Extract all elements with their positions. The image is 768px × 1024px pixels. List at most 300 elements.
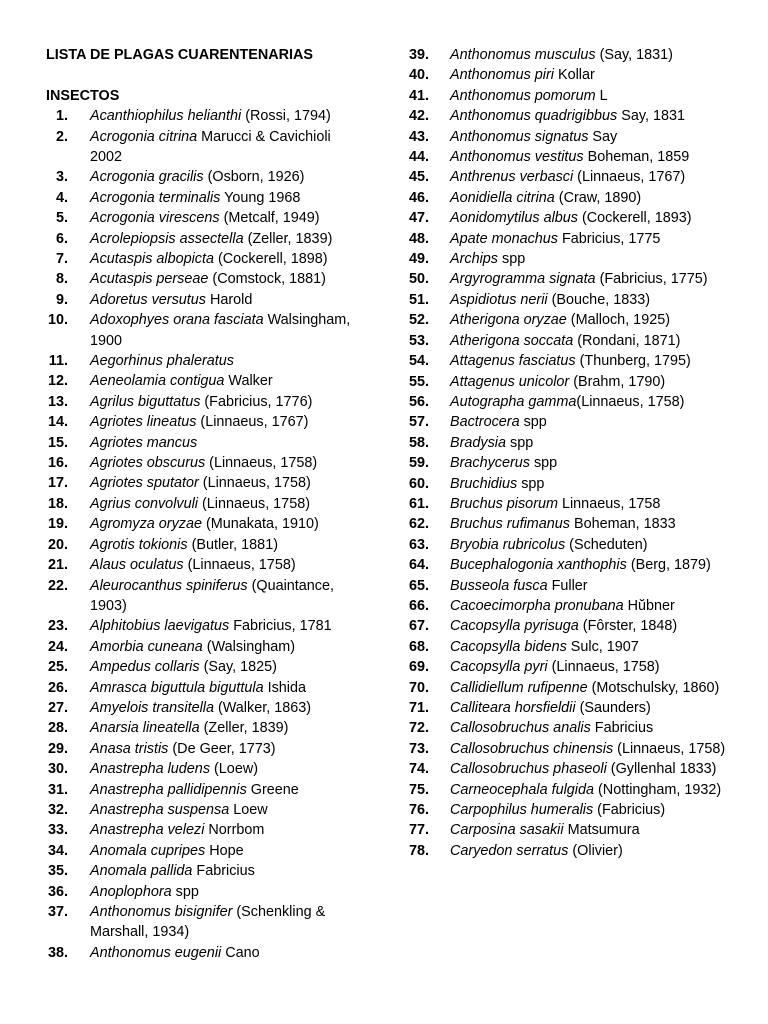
species-name: Agromyza oryzae [90, 516, 202, 533]
item-number: 60. [408, 475, 429, 492]
species-authority: Loew [229, 801, 268, 818]
item-number: 50. [408, 271, 429, 288]
list-item [46, 759, 364, 779]
species-name: Bruchidius [450, 475, 518, 492]
list-item [406, 637, 736, 657]
item-number: 28. [47, 720, 68, 737]
item-number: 53. [408, 332, 429, 349]
item-number: 7. [55, 251, 68, 268]
species-name: Apate monachus [450, 230, 559, 247]
item-number: 21. [47, 557, 68, 574]
species-name: Anthonomus piri [450, 67, 554, 84]
species-name: Aegorhinus phaleratus [90, 353, 235, 370]
species-name: Amyelois transitella [90, 699, 214, 716]
species-authority: Boheman, 1833 [569, 516, 676, 533]
species-authority: (Comstock, 1881) [208, 271, 326, 288]
species-name: Aonidiella citrina [450, 189, 555, 206]
list-item [46, 229, 364, 249]
species-name: Calliteara horsfieldii [450, 700, 576, 716]
species-name: Atherigona oryzae [450, 312, 567, 329]
species-authority: Matsumura [563, 822, 640, 839]
item-number: 44. [408, 149, 429, 166]
item-number: 24. [47, 638, 68, 655]
species-authority: spp [517, 475, 545, 492]
item-number: 15. [47, 434, 68, 451]
species-name: Bruchus pisorum [450, 495, 558, 512]
item-number: 49. [408, 251, 429, 268]
list-item [46, 535, 364, 555]
list-item [406, 616, 736, 636]
list-item [406, 433, 736, 453]
list-item [46, 453, 364, 473]
item-number: 18. [47, 495, 68, 512]
species-authority: (Bouche, 1833) [547, 291, 650, 308]
item-number: 77. [408, 822, 429, 839]
species-name: Anthonomus musculus [450, 47, 596, 63]
species-authority: Fabricius [590, 720, 654, 737]
species-authority: Linnaeus, 1758 [557, 495, 661, 512]
species-name: Aeneolamia contigua [90, 373, 225, 390]
list-item [46, 718, 364, 738]
species-name: Bactrocera [450, 414, 520, 431]
list-item [46, 127, 364, 168]
species-authority: (Fabricius, 1775) [595, 271, 708, 288]
item-number: 33. [47, 822, 68, 839]
item-number: 67. [408, 618, 429, 635]
species-name: Ampedus collaris [90, 659, 200, 676]
species-name: Anthrenus verbasci [450, 169, 574, 186]
species-authority: spp [529, 455, 558, 472]
species-name: Acrolepiopsis assectella [90, 230, 244, 247]
item-number: 36. [47, 883, 68, 900]
species-authority: (Walsingham) [202, 638, 296, 655]
list-item [406, 759, 736, 779]
species-authority: (Zeller, 1839) [243, 230, 333, 247]
item-number: 16. [47, 455, 68, 472]
species-name: Cacopsylla pyri [450, 659, 548, 676]
item-number: 6. [55, 230, 68, 247]
list-item [406, 86, 736, 106]
list-item [46, 820, 364, 840]
item-number: 47. [408, 210, 429, 227]
species-name: Attagenus fasciatus [450, 353, 576, 370]
species-authority: (Rossi, 1794) [241, 108, 331, 125]
species-name: Acanthiophilus helianthi [90, 108, 242, 125]
species-name: Cacoecimorpha pronubana [450, 597, 624, 614]
list-item [406, 453, 736, 473]
list-item [406, 65, 736, 85]
species-authority: (Zeller, 1839) [199, 720, 289, 737]
item-number: 72. [408, 720, 429, 737]
item-number: 75. [408, 781, 429, 798]
species-authority: (Cockerell, 1893) [577, 210, 692, 227]
item-number: 35. [47, 863, 68, 880]
species-name: Anomala pallida [90, 863, 193, 880]
species-authority: Hope [205, 842, 244, 859]
item-number: 63. [408, 536, 429, 553]
species-authority: Sulc, 1907 [566, 638, 639, 655]
species-name: Callosobruchus phaseoli [450, 761, 607, 778]
species-authority: (Loew) [210, 761, 259, 778]
list-item [406, 820, 736, 840]
item-number: 34. [47, 842, 68, 859]
species-name: Acrogonia citrina [90, 128, 198, 145]
species-authority: Norrbom [204, 822, 265, 839]
list-item [46, 739, 364, 759]
item-number: 20. [47, 536, 68, 553]
item-number: 73. [408, 740, 429, 757]
list-item [46, 882, 364, 902]
list-item [46, 657, 364, 677]
list-item [406, 657, 736, 677]
list-item [406, 576, 736, 596]
species-authority: (Linnaeus, 1758) [576, 393, 685, 410]
species-name: Carpophilus humeralis [450, 802, 594, 819]
species-authority: Hŭbner [623, 597, 675, 614]
list-item [406, 331, 736, 351]
species-name: Agrilus biguttatus [90, 393, 201, 410]
list-item [406, 45, 736, 65]
list-item [46, 310, 364, 351]
pest-list-right [406, 45, 736, 861]
pest-list-left [46, 106, 364, 963]
list-item [406, 249, 736, 269]
item-number: 78. [408, 842, 429, 859]
species-name: Cacopsylla pyrisuga [450, 618, 579, 635]
species-authority: Greene [246, 781, 299, 798]
list-item [406, 269, 736, 289]
species-authority: (Quaintance, 1903) [90, 577, 334, 614]
species-name: Adoxophyes orana fasciata [90, 312, 264, 329]
species-authority: spp [498, 251, 526, 268]
species-authority: (Linnaeus, 1758) [183, 557, 296, 574]
species-name: Anoplophora [90, 883, 172, 900]
species-authority: Fuller [547, 577, 588, 594]
section-heading-insectos: INSECTOS [46, 87, 120, 104]
species-authority: (Butler, 1881) [187, 536, 278, 553]
item-number: 70. [408, 679, 429, 696]
species-authority: Cano [221, 944, 260, 961]
list-item [46, 188, 364, 208]
document-title: LISTA DE PLAGAS CUARENTENARIAS [46, 47, 314, 63]
species-authority: Kollar [554, 67, 595, 84]
item-number: 57. [408, 414, 429, 431]
item-number: 61. [408, 495, 429, 512]
item-number: 23. [47, 618, 68, 635]
species-authority: (Fabricius) [593, 802, 666, 819]
species-name: Anastrepha velezi [90, 822, 205, 839]
species-authority: (Metcalf, 1949) [219, 210, 320, 227]
species-name: Bucephalogonia xanthophis [450, 557, 627, 574]
list-item [406, 780, 736, 800]
item-number: 27. [47, 699, 68, 716]
species-name: Aonidomytilus albus [450, 210, 578, 227]
species-authority: Young 1968 [220, 189, 301, 206]
species-authority: Marucci & Cavichioli 2002 [90, 128, 331, 165]
list-item [46, 249, 364, 269]
species-name: Argyrogramma signata [450, 271, 596, 288]
list-item [46, 514, 364, 534]
item-number: 4. [55, 189, 68, 206]
species-authority: (Linnaeus, 1758) [197, 495, 310, 512]
species-authority: spp [506, 434, 534, 451]
species-name: Anastrepha ludens [90, 761, 211, 778]
species-name: Attagenus unicolor [450, 373, 570, 390]
species-authority: (Malloch, 1925) [566, 312, 670, 329]
list-item [406, 698, 736, 718]
list-item [406, 372, 736, 392]
species-authority: (Linnaeus, 1758) [613, 740, 726, 757]
species-name: Anthonomus vestitus [450, 149, 584, 166]
list-item [406, 596, 736, 616]
species-authority: (Fôrster, 1848) [578, 618, 678, 635]
item-number: 62. [408, 516, 429, 533]
item-number: 71. [408, 700, 429, 716]
species-name: Agriotes lineatus [90, 414, 197, 431]
species-name: Cacopsylla bidens [450, 638, 567, 655]
item-number: 65. [408, 577, 429, 594]
species-name: Agriotes sputator [90, 475, 199, 492]
species-authority: (Cockerell, 1898) [214, 251, 328, 268]
species-authority: (Brahm, 1790) [569, 373, 666, 390]
species-authority: Say, 1831 [617, 108, 685, 125]
list-item [46, 433, 364, 453]
species-authority: (Munakata, 1910) [201, 516, 319, 533]
species-name: Callidiellum rufipenne [450, 679, 588, 696]
list-item [406, 841, 736, 861]
list-item [406, 188, 736, 208]
species-name: Aleurocanthus spiniferus [90, 577, 248, 594]
species-authority: Fabricius [192, 863, 255, 880]
item-number: 31. [47, 781, 68, 798]
list-item [46, 371, 364, 391]
list-item [406, 412, 736, 432]
list-item [46, 678, 364, 698]
list-item [406, 310, 736, 330]
species-authority: Walker [224, 373, 273, 390]
list-item [406, 392, 736, 412]
species-authority: Fabricius, 1781 [229, 618, 332, 635]
item-number: 11. [48, 353, 68, 370]
species-authority: (Linnaeus, 1758) [198, 475, 311, 492]
species-authority: L [595, 87, 608, 104]
list-item [406, 514, 736, 534]
species-name: Anthonomus signatus [450, 128, 589, 145]
list-item [406, 106, 736, 126]
species-authority: (Walker, 1863) [213, 699, 312, 716]
item-number: 37. [47, 904, 68, 921]
species-authority: (Say, 1825) [199, 659, 277, 676]
list-item [406, 494, 736, 514]
species-name: Agrius convolvuli [90, 495, 198, 512]
species-authority: Fabricius, 1775 [558, 230, 661, 247]
species-name: Aspidiotus nerii [450, 291, 548, 308]
item-number: 66. [408, 597, 429, 614]
species-name: Anomala cupripes [90, 842, 206, 859]
species-authority: spp [171, 883, 199, 900]
species-name: Anthonomus bisignifer [90, 904, 233, 921]
item-number: 69. [408, 659, 429, 676]
species-name: Anthonomus eugenii [90, 944, 222, 961]
list-item [46, 208, 364, 228]
list-item [406, 535, 736, 555]
species-name: Anthonomus quadrigibbus [450, 108, 618, 125]
species-authority: Walsingham, 1900 [90, 312, 351, 349]
list-item [406, 474, 736, 494]
list-item [46, 392, 364, 412]
species-authority: (Thunberg, 1795) [575, 353, 691, 370]
list-item [46, 841, 364, 861]
species-name: Carneocephala fulgida [450, 781, 595, 798]
species-name: Autographa gamma [450, 393, 577, 410]
item-number: 68. [408, 638, 429, 655]
item-number: 32. [47, 801, 68, 818]
list-item [46, 576, 364, 617]
item-number: 55. [408, 373, 429, 390]
list-item [406, 555, 736, 575]
species-authority: Ishida [263, 679, 306, 696]
item-number: 48. [408, 230, 429, 247]
list-item [46, 943, 364, 963]
item-number: 40. [408, 67, 429, 84]
species-authority: (De Geer, 1773) [168, 740, 276, 757]
right-column [406, 45, 736, 861]
item-number: 30. [47, 761, 68, 778]
list-item [46, 637, 364, 657]
species-authority: (Rondani, 1871) [573, 332, 681, 349]
species-name: Anasa tristis [90, 740, 169, 757]
species-name: Anthonomus pomorum [450, 87, 596, 104]
item-number: 14. [47, 414, 68, 431]
list-item [46, 473, 364, 493]
species-name: Anarsia lineatella [90, 720, 200, 737]
species-authority: (Motschulsky, 1860) [587, 679, 720, 696]
item-number: 19. [47, 516, 68, 533]
species-name: Anastrepha pallidipennis [90, 781, 247, 798]
species-name: Acrogonia terminalis [90, 189, 221, 206]
item-number: 46. [408, 189, 429, 206]
species-authority: (Nottingham, 1932) [594, 781, 722, 798]
item-number: 38. [47, 944, 68, 961]
list-item [406, 167, 736, 187]
item-number: 8. [55, 271, 68, 288]
list-item [46, 290, 364, 310]
species-name: Brachycerus [450, 455, 530, 472]
species-name: Amorbia cuneana [90, 638, 203, 655]
species-authority: Harold [205, 291, 253, 308]
item-number: 74. [408, 761, 429, 778]
list-item [46, 412, 364, 432]
item-number: 39. [408, 47, 429, 63]
species-name: Acutaspis perseae [90, 271, 209, 288]
list-item [406, 147, 736, 167]
list-item [406, 718, 736, 738]
list-item [406, 127, 736, 147]
list-item [46, 698, 364, 718]
item-number: 45. [408, 169, 429, 186]
list-item [46, 269, 364, 289]
item-number: 26. [47, 679, 68, 696]
species-authority: (Osborn, 1926) [203, 169, 305, 186]
species-authority: Boheman, 1859 [583, 149, 690, 166]
species-authority: (Say, 1831) [595, 47, 673, 63]
species-name: Agriotes obscurus [90, 455, 206, 472]
list-item [406, 229, 736, 249]
species-authority: (Olivier) [568, 842, 623, 859]
list-item [406, 351, 736, 371]
item-number: 25. [47, 659, 68, 676]
item-number: 51. [408, 291, 429, 308]
species-authority: (Linnaeus, 1767) [196, 414, 309, 431]
list-item [46, 494, 364, 514]
species-name: Callosobruchus analis [450, 720, 591, 737]
species-authority: (Schenkling & Marshall, 1934) [90, 904, 326, 941]
species-authority: (Fabricius, 1776) [200, 393, 313, 410]
item-number: 3. [55, 169, 68, 186]
species-name: Archips [450, 251, 498, 268]
item-number: 64. [408, 557, 429, 574]
item-number: 52. [408, 312, 429, 329]
item-number: 12. [47, 373, 68, 390]
item-number: 54. [408, 353, 429, 370]
item-number: 29. [47, 740, 68, 757]
list-item [406, 800, 736, 820]
species-name: Acrogonia virescens [90, 210, 220, 227]
species-name: Anastrepha suspensa [90, 801, 230, 818]
species-authority: (Berg, 1879) [626, 557, 711, 574]
species-name: Caryedon serratus [450, 842, 569, 859]
species-name: Carposina sasakii [450, 822, 564, 839]
species-authority: (Craw, 1890) [554, 189, 642, 206]
list-item [406, 208, 736, 228]
list-item [46, 902, 364, 943]
list-item [406, 678, 736, 698]
species-name: Acutaspis albopicta [90, 251, 214, 268]
species-name: Bradysia [450, 434, 506, 451]
item-number: 13. [47, 393, 68, 410]
item-number: 43. [408, 128, 429, 145]
item-number: 42. [408, 108, 429, 125]
list-item [46, 555, 364, 575]
species-name: Bruchus rufimanus [450, 516, 570, 533]
list-item [406, 739, 736, 759]
list-item [46, 106, 364, 126]
species-name: Acrogonia gracilis [90, 169, 204, 186]
item-number: 17. [47, 475, 68, 492]
list-item [46, 800, 364, 820]
list-item [46, 167, 364, 187]
species-authority: (Gyllenhal 1833) [606, 761, 717, 778]
item-number: 1. [55, 108, 68, 125]
species-name: Atherigona soccata [450, 332, 574, 349]
list-item [46, 351, 364, 371]
list-item [46, 780, 364, 800]
species-name: Agriotes mancus [90, 434, 198, 451]
item-number: 5. [55, 210, 68, 227]
species-authority: (Scheduten) [565, 536, 648, 553]
species-name: Alaus oculatus [90, 557, 184, 574]
species-authority: spp [519, 414, 547, 431]
list-item [46, 861, 364, 881]
item-number: 41. [408, 87, 429, 104]
species-name: Agrotis tokionis [90, 536, 188, 553]
blank-line [46, 65, 364, 85]
item-number: 2. [55, 128, 68, 145]
item-number: 22. [47, 577, 68, 594]
item-number: 59. [408, 455, 429, 472]
species-authority: Say [588, 128, 618, 145]
species-authority: (Linnaeus, 1758) [205, 455, 318, 472]
